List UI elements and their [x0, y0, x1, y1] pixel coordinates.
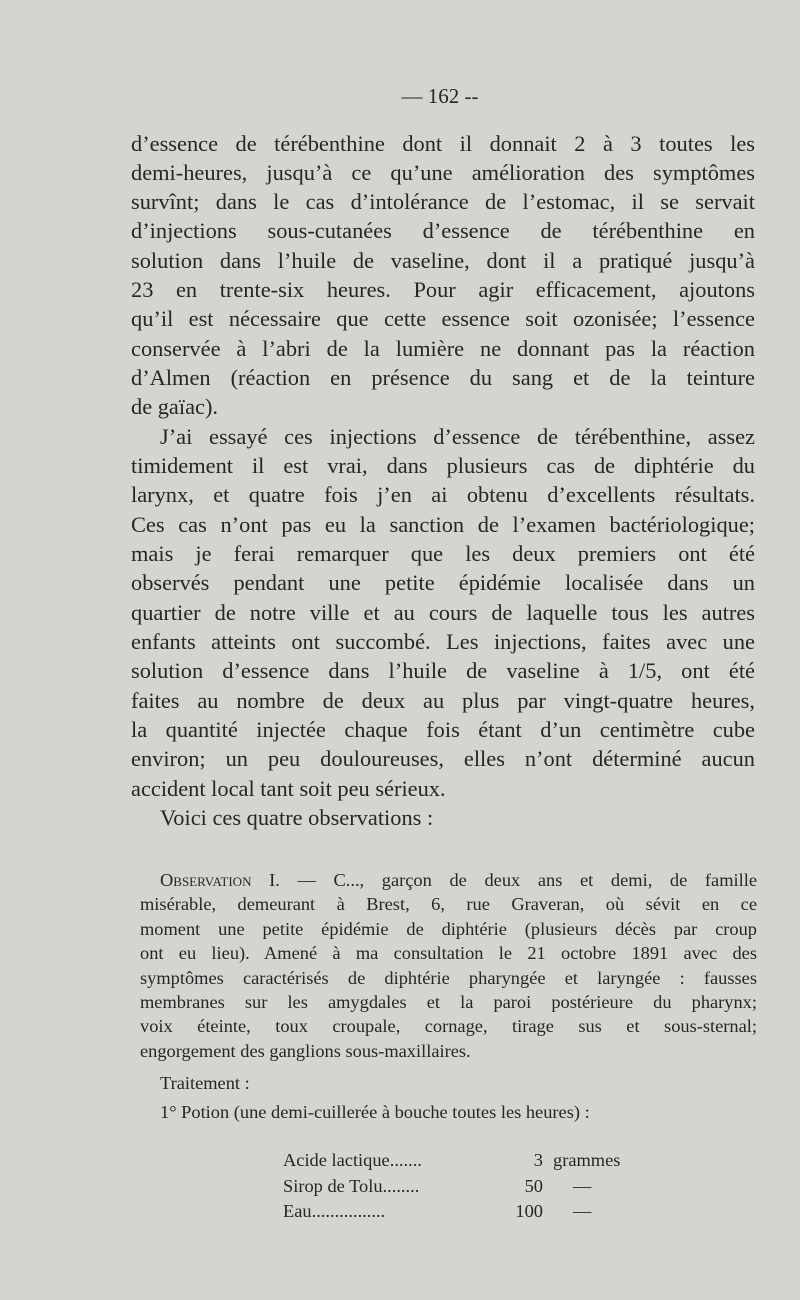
text-line: solution d’essence dans l’huile de vaseline à 1/5, ont été — [131, 658, 755, 683]
ingredient-quantity: 3 — [533, 1150, 543, 1171]
text-line: quartier de notre ville et au cours de laquelle tous les autres — [131, 600, 755, 625]
ingredient-quantity: 100 — [515, 1201, 543, 1222]
observation-line: engorgement des ganglions sous-maxillaires. — [140, 1041, 471, 1061]
observation-first-line — [160, 868, 757, 892]
prescription-row — [283, 1199, 673, 1225]
prescription-row — [283, 1148, 673, 1174]
treatment-item: 1° Potion (une demi-cuillerée à bouche toutes les heures) : — [160, 1102, 590, 1122]
text-line: enfants atteints ont succombé. Les injections, faites avec une — [131, 629, 755, 654]
prescription-row — [283, 1174, 673, 1200]
text-line: d’essence de térébenthine dont il donnait 2 à 3 toutes les — [131, 131, 755, 156]
observation-line: ont eu lieu). Amené à ma consultation le 21 octobre 1891 avec des — [140, 943, 757, 963]
text-line: survînt; dans le cas d’intolérance de l’estomac, il se servait — [131, 189, 755, 214]
observation-first-line-text: — C..., garçon de deux ans et demi, de famille — [279, 870, 758, 890]
observation-line: membranes sur les amygdales et la paroi postérieure du pharynx; — [140, 992, 757, 1012]
ingredient-unit: grammes — [553, 1150, 621, 1171]
ingredient-unit: — — [573, 1201, 592, 1222]
text-line: accident local tant soit peu sérieux. — [131, 776, 446, 801]
text-line: mais je ferai remarquer que les deux premiers ont été — [131, 541, 755, 566]
text-line: Ces cas n’ont pas eu la sanction de l’examen bactériologique; — [131, 512, 755, 537]
text-line: faites au nombre de deux au plus par vingt-quatre heures, — [131, 688, 755, 713]
text-line: conservée à l’abri de la lumière ne donnant pas la réaction — [131, 336, 755, 361]
observation-heading: Observation I. — [160, 870, 280, 890]
text-line: la quantité injectée chaque fois étant d’un centimètre cube — [131, 717, 755, 742]
page-number: — 162 -- — [401, 84, 479, 108]
text-line: d’injections sous-cutanées d’essence de térébenthine en — [131, 218, 755, 243]
treatment-label: Traitement : — [160, 1073, 250, 1093]
text-line: environ; un peu douloureuses, elles n’ont déterminé aucun — [131, 746, 755, 771]
text-line: de gaïac). — [131, 394, 219, 419]
text-line: larynx, et quatre fois j’en ai obtenu d’excellents résultats. — [131, 482, 755, 507]
observation-line: misérable, demeurant à Brest, 6, rue Graveran, où sévit en ce — [140, 894, 757, 914]
ingredient-unit: — — [573, 1175, 592, 1196]
ingredient-quantity: 50 — [524, 1175, 543, 1196]
text-line: 23 en trente-six heures. Pour agir efficacement, ajoutons — [131, 277, 755, 302]
text-line: demi-heures, jusqu’à ce qu’une amélioration des symptômes — [131, 160, 755, 185]
ingredient-name: Eau................ — [283, 1201, 386, 1222]
observation-line: moment une petite épidémie de diphtérie (plusieurs décès par croup — [140, 919, 757, 939]
observation-line: voix éteinte, toux croupale, cornage, tirage sus et sous-sternal; — [140, 1016, 757, 1036]
text-line: Voici ces quatre observations : — [160, 805, 434, 830]
text-line: solution dans l’huile de vaseline, dont il a pratiqué jusqu’à — [131, 248, 755, 273]
ingredient-name: Acide lactique....... — [283, 1150, 422, 1171]
prescription-table — [283, 1148, 673, 1225]
ingredient-name: Sirop de Tolu........ — [283, 1175, 420, 1196]
text-line: observés pendant une petite épidémie localisée dans un — [131, 570, 755, 595]
text-line: qu’il est nécessaire que cette essence soit ozonisée; l’essence — [131, 306, 755, 331]
text-line: J’ai essayé ces injections d’essence de térébenthine, assez — [160, 424, 755, 449]
observation-line: symptômes caractérisés de diphtérie pharyngée et laryngée : fausses — [140, 968, 757, 988]
text-line: timidement il est vrai, dans plusieurs cas de diphtérie du — [131, 453, 755, 478]
text-line: d’Almen (réaction en présence du sang et de la teinture — [131, 365, 755, 390]
